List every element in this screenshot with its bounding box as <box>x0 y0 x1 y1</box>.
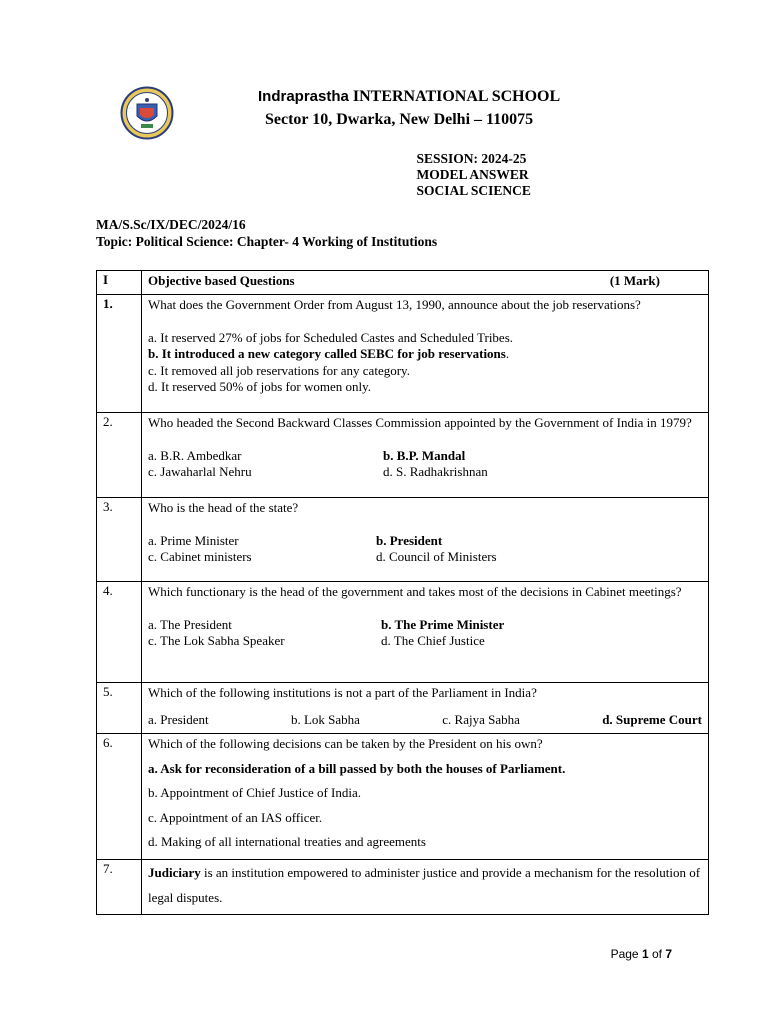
option-c: c. It removed all job reservations for any category. <box>148 362 410 378</box>
option-c: c. Rajya Sabha <box>442 711 520 727</box>
doc-type-line <box>0 166 768 183</box>
option-d: d. The Chief Justice <box>381 633 485 648</box>
of-word: of <box>648 947 666 961</box>
option-d: d. Making of all international treaties and agreements <box>148 834 426 849</box>
question-cell <box>142 413 709 498</box>
question-cell <box>142 295 709 413</box>
school-logo <box>120 86 174 140</box>
option-d: d. Council of Ministers <box>376 549 497 564</box>
school-address: Sector 10, Dwarka, New Delhi – 110075 <box>265 111 534 128</box>
question-text: is an institution empowered to administer justice and provide a mechanism for the resolution of legal disputes. <box>148 865 701 905</box>
header-title: Objective based Questions <box>148 273 295 288</box>
question-row-7 <box>97 860 709 915</box>
question-number: 4. <box>97 582 142 683</box>
question-row-6 <box>97 734 709 860</box>
header-section-number: I <box>97 271 142 295</box>
option-a: a. B.R. Ambedkar <box>148 447 242 463</box>
option-a: a. It reserved 27% of jobs for Scheduled Castes and Scheduled Tribes. <box>148 329 514 345</box>
doc-type-text: MODEL ANSWER <box>416 167 529 182</box>
option-d: d. It reserved 50% of jobs for women only. <box>148 379 371 394</box>
question-text: Which of the following decisions can be taken by the President on his own? <box>148 736 543 751</box>
school-brand: Indraprastha <box>258 88 349 105</box>
question-cell <box>142 582 709 683</box>
option-b: b. Appointment of Chief Justice of India. <box>148 785 362 800</box>
table-header-row <box>97 271 709 295</box>
question-number: 7. <box>97 860 142 915</box>
question-number: 2. <box>97 413 142 498</box>
option-c: c. Cabinet ministers <box>148 549 252 564</box>
question-cell <box>142 683 709 734</box>
option-b-tail: . <box>505 346 510 361</box>
school-name-rest: INTERNATIONAL SCHOOL <box>348 88 561 105</box>
topic-line: Topic: Political Science: Chapter- 4 Working of Institutions <box>96 234 438 249</box>
page-number: 1 <box>641 947 649 961</box>
question-text: Which of the following institutions is not a part of the Parliament in India? <box>148 685 537 700</box>
answer-term: Judiciary <box>148 865 201 880</box>
question-row-2 <box>97 413 709 498</box>
question-cell <box>142 860 709 915</box>
option-c: c. The Lok Sabha Speaker <box>148 633 285 648</box>
header-marks: (1 Mark) <box>609 273 660 288</box>
question-number: 3. <box>97 498 142 582</box>
question-cell <box>142 734 709 860</box>
option-d: d. S. Radhakrishnan <box>383 464 488 479</box>
page-total: 7 <box>665 947 672 961</box>
option-d-answer: d. Supreme Court <box>602 711 702 727</box>
question-row-3 <box>97 498 709 582</box>
option-b-answer: b. It introduced a new category called SEBC for job reservations <box>148 346 506 361</box>
page-word: Page <box>610 947 642 961</box>
questions-table <box>96 270 709 915</box>
question-text: Who is the head of the state? <box>148 500 299 515</box>
question-text: Who headed the Second Backward Classes Commission appointed by the Government of India in 1979? <box>148 415 692 430</box>
option-b-answer: b. B.P. Mandal <box>383 447 466 463</box>
session-line <box>0 150 768 167</box>
option-c: c. Jawaharlal Nehru <box>148 464 252 479</box>
question-text: What does the Government Order from August 13, 1990, announce about the job reservations? <box>148 297 641 312</box>
question-cell <box>142 498 709 582</box>
option-b: b. Lok Sabha <box>290 711 360 727</box>
subject-text: SOCIAL SCIENCE <box>416 183 531 198</box>
option-a-answer: a. Ask for reconsideration of a bill passed by both the houses of Parliament. <box>148 760 566 776</box>
reference-code: MA/S.Sc/IX/DEC/2024/16 <box>96 217 246 232</box>
question-text: Which functionary is the head of the government and takes most of the decisions in Cabinet meetings? <box>148 584 682 599</box>
header-title-cell <box>142 271 709 295</box>
question-number: 1. <box>97 295 142 413</box>
option-a: a. President <box>148 711 209 727</box>
option-b-answer: b. President <box>376 532 443 548</box>
session-text: SESSION: 2024-25 <box>416 151 527 166</box>
question-number: 6. <box>97 734 142 860</box>
question-row-1 <box>97 295 709 413</box>
question-row-5 <box>97 683 709 734</box>
question-number: 5. <box>97 683 142 734</box>
question-row-4 <box>97 582 709 683</box>
page-indicator <box>611 947 672 961</box>
school-name <box>258 88 560 106</box>
option-b-answer: b. The Prime Minister <box>381 616 505 632</box>
subject-line <box>0 182 768 199</box>
option-a: a. The President <box>148 616 232 632</box>
option-c: c. Appointment of an IAS officer. <box>148 809 323 825</box>
option-a: a. Prime Minister <box>148 532 239 548</box>
